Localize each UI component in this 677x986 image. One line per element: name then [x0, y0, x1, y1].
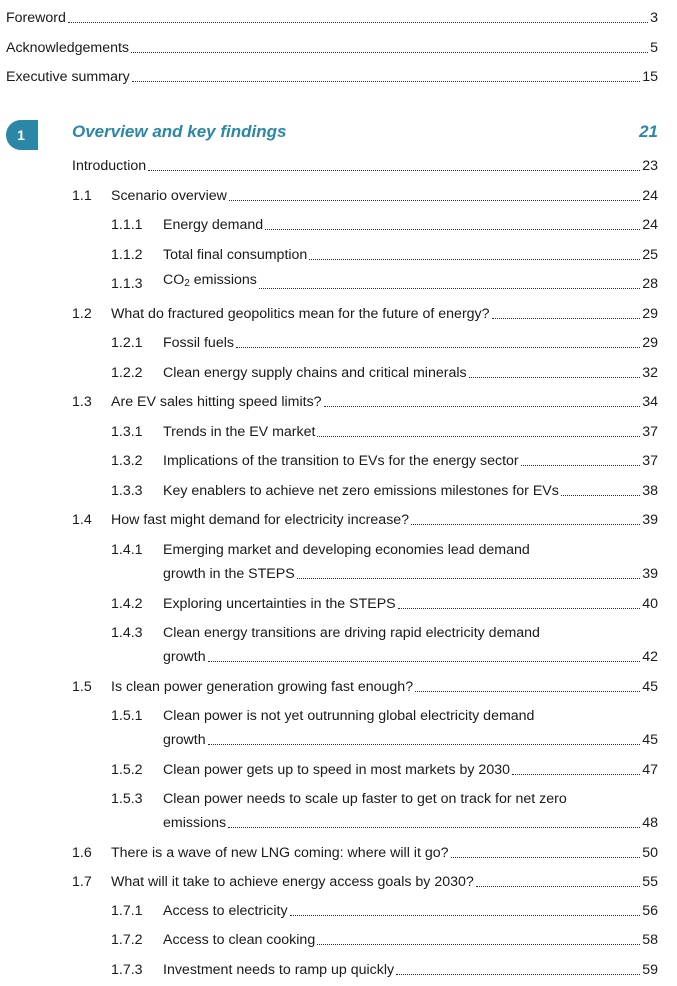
- toc-entry-subsection[interactable]: [111, 760, 658, 780]
- toc-page-number: 34: [642, 394, 658, 410]
- toc-entry-section[interactable]: [72, 186, 658, 206]
- toc-entry-subsection[interactable]: [111, 706, 658, 750]
- toc-entry-title: How fast might demand for electricity increase?: [111, 512, 410, 528]
- section-number: 1.4.1: [111, 542, 143, 558]
- section-number: 1.4: [72, 512, 92, 528]
- dot-leader: [512, 774, 640, 775]
- toc-page-number: 23: [642, 158, 658, 174]
- toc-entry-section[interactable]: [72, 677, 658, 697]
- toc-page-number: 37: [642, 453, 658, 469]
- toc-entry-subsection[interactable]: [111, 363, 658, 383]
- toc-entry-subsection[interactable]: [111, 540, 658, 584]
- section-number: 1.1.2: [111, 247, 143, 263]
- title-prefix: CO: [163, 272, 185, 288]
- dot-leader: [492, 318, 641, 319]
- toc-page-number: 55: [642, 874, 658, 890]
- toc-entry-title: Are EV sales hitting speed limits?: [111, 394, 322, 410]
- dot-leader: [132, 81, 640, 82]
- toc-entry-subsection[interactable]: [111, 274, 658, 294]
- toc-entry-title: What do fractured geopolitics mean for the future of energy?: [111, 306, 490, 322]
- toc-entry-title-line2: emissions: [163, 815, 227, 831]
- toc-entry-executive-summary[interactable]: [6, 67, 658, 87]
- dot-leader: [415, 691, 640, 692]
- toc-entry-title: What will it take to achieve energy access goals by 2030?: [111, 874, 474, 890]
- toc-page-number: 28: [642, 276, 658, 292]
- section-number: 1.1: [72, 188, 92, 204]
- toc-entry-subsection[interactable]: [111, 789, 658, 833]
- toc-entry-section[interactable]: [72, 872, 658, 892]
- toc-entry-subsection[interactable]: [111, 594, 658, 614]
- toc-page-number: 15: [642, 69, 658, 85]
- toc-entry-title: Executive summary: [6, 69, 130, 85]
- toc-entry-title-line1: Clean power needs to scale up faster to get on track for net zero: [163, 791, 567, 807]
- toc-page-number: 39: [642, 512, 658, 528]
- toc-entry-title-line1: Clean energy transitions are driving rapid electricity demand: [163, 625, 540, 641]
- dot-leader: [228, 827, 640, 828]
- toc-page-number: 38: [642, 483, 658, 499]
- chapter-number-badge: 1: [6, 120, 38, 150]
- section-number: 1.7: [72, 874, 92, 890]
- dot-leader: [324, 406, 641, 407]
- section-number: 1.3.2: [111, 453, 143, 469]
- toc-entry-introduction[interactable]: [72, 156, 658, 176]
- toc-page-number: 3: [650, 10, 658, 26]
- section-number: 1.4.3: [111, 625, 143, 641]
- section-number: 1.5.2: [111, 762, 143, 778]
- toc-page-number: 24: [642, 217, 658, 233]
- section-number: 1.2.1: [111, 335, 143, 351]
- section-number: 1.3.3: [111, 483, 143, 499]
- dot-leader: [317, 944, 640, 945]
- toc-entry-foreword[interactable]: [6, 8, 658, 28]
- dot-leader: [521, 465, 641, 466]
- toc-entry-section[interactable]: [72, 510, 658, 530]
- toc-entry-title: Access to clean cooking: [163, 932, 316, 948]
- section-number: 1.2: [72, 306, 92, 322]
- chapter-heading[interactable]: [0, 118, 658, 152]
- section-number: 1.6: [72, 845, 92, 861]
- toc-entry-title: Introduction: [72, 158, 147, 174]
- toc-entry-title-line2: growth: [163, 732, 206, 748]
- toc-page-number: 56: [642, 903, 658, 919]
- toc-entry-section[interactable]: [72, 304, 658, 324]
- toc-entry-subsection[interactable]: [111, 930, 658, 950]
- dot-leader: [451, 857, 641, 858]
- section-number: 1.3.1: [111, 424, 143, 440]
- toc-entry-title: There is a wave of new LNG coming: where will it go?: [111, 845, 449, 861]
- dot-leader: [131, 52, 648, 53]
- toc-entry-title: Key enablers to achieve net zero emissions milestones for EVs: [163, 483, 559, 499]
- dot-leader: [476, 886, 640, 887]
- dot-leader: [309, 259, 640, 260]
- dot-leader: [148, 170, 640, 171]
- chapter-page-number: 21: [639, 122, 658, 141]
- toc-entry-title: Trends in the EV market: [163, 424, 316, 440]
- dot-leader: [265, 229, 640, 230]
- title-suffix: emissions: [189, 272, 257, 288]
- toc-page-number: 25: [642, 247, 658, 263]
- dot-leader: [290, 915, 641, 916]
- toc-entry-title: Exploring uncertainties in the STEPS: [163, 596, 396, 612]
- toc-entry-subsection[interactable]: [111, 960, 658, 980]
- toc-entry-subsection[interactable]: [111, 245, 658, 265]
- toc-page-number: 48: [642, 815, 658, 831]
- toc-page-number: 29: [642, 306, 658, 322]
- dot-leader: [297, 578, 641, 579]
- section-number: 1.7.1: [111, 903, 143, 919]
- section-number: 1.5: [72, 679, 92, 695]
- toc-entry-title: Scenario overview: [111, 188, 227, 204]
- dot-leader: [411, 524, 640, 525]
- toc-page-number: 40: [642, 596, 658, 612]
- toc-entry-title-line1: Clean power is not yet outrunning global electricity demand: [163, 708, 535, 724]
- toc-entry-title: Is clean power generation growing fast enough?: [111, 679, 414, 695]
- toc-page-number: 39: [642, 566, 658, 582]
- toc-page-number: 5: [650, 40, 658, 56]
- toc-entry-title: Acknowledgements: [6, 40, 130, 56]
- toc-entry-title-line1: Emerging market and developing economies lead demand: [163, 542, 530, 558]
- dot-leader: [236, 347, 640, 348]
- toc-entry-title: Investment needs to ramp up quickly: [163, 962, 395, 978]
- section-number: 1.4.2: [111, 596, 143, 612]
- toc-entry-title-line2: growth in the STEPS: [163, 566, 295, 582]
- dot-leader: [208, 744, 641, 745]
- section-number: 1.1.3: [111, 276, 143, 292]
- toc-entry-subsection[interactable]: [111, 422, 658, 442]
- section-number: 1.7.3: [111, 962, 143, 978]
- toc-entry-title: Foreword: [6, 10, 66, 26]
- toc-page-number: 58: [642, 932, 658, 948]
- section-number: 1.1.1: [111, 217, 143, 233]
- dot-leader: [208, 661, 641, 662]
- toc-page-number: 50: [642, 845, 658, 861]
- toc-page-number: 29: [642, 335, 658, 351]
- toc-entry-acknowledgements[interactable]: [6, 38, 658, 58]
- toc-entry-title: [163, 270, 257, 294]
- toc-entry-subsection[interactable]: [111, 333, 658, 353]
- toc-page-number: 47: [642, 762, 658, 778]
- dot-leader: [68, 22, 648, 23]
- toc-entry-title-line2: growth: [163, 649, 206, 665]
- toc-entry-section[interactable]: [72, 843, 658, 863]
- dot-leader: [561, 495, 640, 496]
- toc-entry-title: Fossil fuels: [163, 335, 234, 351]
- toc-entry-title: Clean power gets up to speed in most markets by 2030: [163, 762, 510, 778]
- title-subscript: 2: [184, 278, 190, 289]
- toc-entry-title: Implications of the transition to EVs for the energy sector: [163, 453, 519, 469]
- toc-entry-subsection[interactable]: [111, 481, 658, 501]
- toc-page-number: 45: [642, 679, 658, 695]
- toc-entry-title: Total final consumption: [163, 247, 308, 263]
- chapter-title: Overview and key findings: [72, 122, 287, 141]
- toc-page-number: 45: [642, 732, 658, 748]
- dot-leader: [259, 288, 640, 289]
- toc-entry-title: Access to electricity: [163, 903, 288, 919]
- section-number: 1.3: [72, 394, 92, 410]
- toc-page-number: 42: [642, 649, 658, 665]
- section-number: 1.2.2: [111, 365, 143, 381]
- toc-entry-subsection[interactable]: [111, 451, 658, 471]
- dot-leader: [469, 377, 641, 378]
- section-number: 1.7.2: [111, 932, 143, 948]
- dot-leader: [229, 200, 640, 201]
- section-number: 1.5.1: [111, 708, 143, 724]
- dot-leader: [398, 608, 641, 609]
- toc-page-number: 24: [642, 188, 658, 204]
- toc-entry-section[interactable]: [72, 392, 658, 412]
- toc-entry-subsection[interactable]: [111, 901, 658, 921]
- dot-leader: [317, 436, 640, 437]
- toc-entry-subsection[interactable]: [111, 623, 658, 667]
- toc-entry-subsection[interactable]: [111, 215, 658, 235]
- section-number: 1.5.3: [111, 791, 143, 807]
- toc-page-number: 32: [642, 365, 658, 381]
- toc-entry-title: Clean energy supply chains and critical minerals: [163, 365, 467, 381]
- toc-page-number: 37: [642, 424, 658, 440]
- toc-entry-title: Energy demand: [163, 217, 264, 233]
- dot-leader: [396, 974, 640, 975]
- toc-page-number: 59: [642, 962, 658, 978]
